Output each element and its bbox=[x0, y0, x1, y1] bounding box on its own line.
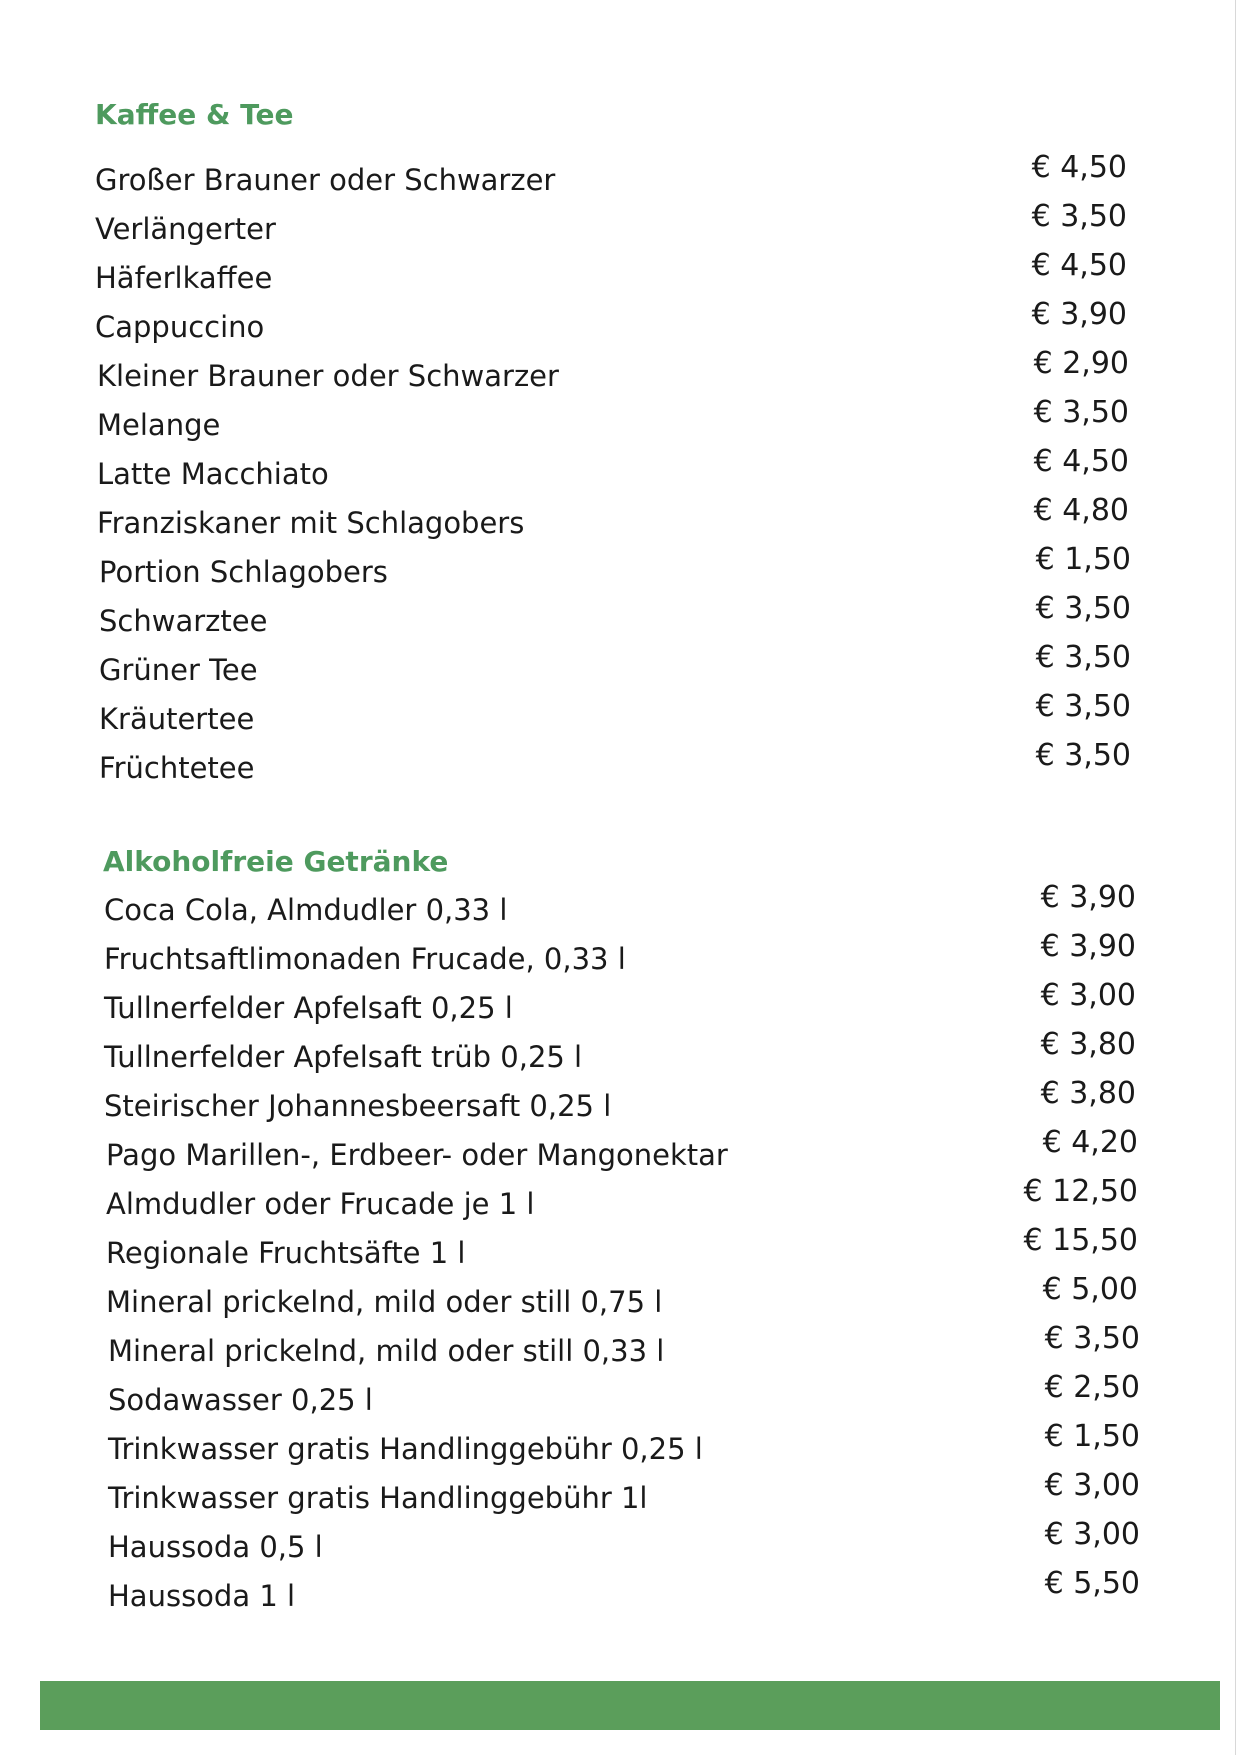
menu-item-price: € 5,50 bbox=[1044, 1566, 1140, 1601]
menu-item-price: € 3,50 bbox=[1035, 591, 1131, 626]
menu-item-price: € 1,50 bbox=[1044, 1419, 1140, 1454]
menu-item-name: Franziskaner mit Schlagobers bbox=[97, 506, 525, 540]
menu-item-name: Sodawasser 0,25 l bbox=[108, 1383, 373, 1417]
menu-item-price: € 5,00 bbox=[1042, 1272, 1138, 1307]
menu-item-price: € 4,50 bbox=[1031, 150, 1127, 185]
menu-item-name: Melange bbox=[97, 408, 221, 442]
menu-item bbox=[99, 688, 1131, 737]
menu-item bbox=[97, 443, 1129, 492]
page-edge-line bbox=[1235, 0, 1236, 1755]
menu-item-name: Tullnerfelder Apfelsaft 0,25 l bbox=[104, 991, 513, 1025]
menu-item-price: € 3,80 bbox=[1040, 1027, 1136, 1062]
menu-item-price: € 3,90 bbox=[1040, 929, 1136, 964]
menu-item-price: € 4,50 bbox=[1031, 248, 1127, 283]
menu-item bbox=[97, 345, 1129, 394]
menu-item-price: € 3,50 bbox=[1035, 738, 1131, 773]
menu-item-price: € 3,00 bbox=[1044, 1468, 1140, 1503]
menu-item-name: Almdudler oder Frucade je 1 l bbox=[106, 1187, 535, 1221]
menu-item bbox=[95, 247, 1127, 296]
menu-item-name: Früchtetee bbox=[99, 751, 255, 785]
menu-item-name: Steirischer Johannesbeersaft 0,25 l bbox=[104, 1089, 612, 1123]
menu-item-price: € 2,90 bbox=[1033, 346, 1129, 381]
menu-item-name: Latte Macchiato bbox=[97, 457, 329, 491]
menu-item-price: € 1,50 bbox=[1035, 542, 1131, 577]
menu-item-price: € 4,20 bbox=[1042, 1125, 1138, 1160]
menu-item-name: Haussoda 0,5 l bbox=[108, 1530, 323, 1564]
menu-item-price: € 12,50 bbox=[1023, 1174, 1138, 1209]
menu-item-price: € 3,50 bbox=[1035, 640, 1131, 675]
menu-item bbox=[106, 1124, 1138, 1173]
menu-item-name: Großer Brauner oder Schwarzer bbox=[95, 163, 556, 197]
menu-item-price: € 4,50 bbox=[1033, 444, 1129, 479]
menu-item bbox=[108, 1467, 1140, 1516]
menu-item-price: € 3,00 bbox=[1040, 978, 1136, 1013]
menu-item bbox=[95, 296, 1127, 345]
menu-item bbox=[104, 1075, 1136, 1124]
menu-item bbox=[95, 149, 1127, 198]
menu-item bbox=[97, 492, 1129, 541]
menu-item bbox=[108, 1320, 1140, 1369]
menu-item bbox=[104, 1026, 1136, 1075]
menu-item-name: Trinkwasser gratis Handlinggebühr 1l bbox=[108, 1481, 648, 1515]
menu-item-name: Regionale Fruchtsäfte 1 l bbox=[106, 1236, 466, 1270]
menu-item-name: Tullnerfelder Apfelsaft trüb 0,25 l bbox=[104, 1040, 583, 1074]
menu-item-name: Verlängerter bbox=[95, 212, 276, 246]
menu-item-price: € 2,50 bbox=[1044, 1370, 1140, 1405]
section-title-kaffee-tee: Kaffee & Tee bbox=[95, 98, 294, 131]
menu-item-price: € 3,00 bbox=[1044, 1517, 1140, 1552]
menu-list-alkoholfreie-getraenke bbox=[104, 879, 1140, 1614]
menu-item-price: € 3,50 bbox=[1035, 689, 1131, 724]
menu-item-price: € 4,80 bbox=[1033, 493, 1129, 528]
menu-item-price: € 3,50 bbox=[1044, 1321, 1140, 1356]
menu-item-name: Schwarztee bbox=[99, 604, 268, 638]
menu-item bbox=[95, 198, 1127, 247]
menu-item bbox=[108, 1369, 1140, 1418]
menu-list-kaffee-tee bbox=[95, 149, 1131, 786]
menu-item-name: Kräutertee bbox=[99, 702, 255, 736]
menu-item bbox=[104, 977, 1136, 1026]
menu-item bbox=[108, 1565, 1140, 1614]
menu-item-name: Cappuccino bbox=[95, 310, 265, 344]
menu-item-name: Mineral prickelnd, mild oder still 0,75 l bbox=[106, 1285, 663, 1319]
menu-item-name: Coca Cola, Almdudler 0,33 l bbox=[104, 893, 508, 927]
menu-item-name: Fruchtsaftlimonaden Frucade, 0,33 l bbox=[104, 942, 626, 976]
menu-item bbox=[108, 1418, 1140, 1467]
menu-item bbox=[99, 639, 1131, 688]
menu-item bbox=[99, 541, 1131, 590]
menu-item bbox=[106, 1173, 1138, 1222]
menu-item bbox=[97, 394, 1129, 443]
section-title-alkoholfreie-getraenke: Alkoholfreie Getränke bbox=[103, 845, 449, 878]
menu-item-name: Haussoda 1 l bbox=[108, 1579, 296, 1613]
menu-item-price: € 3,50 bbox=[1031, 199, 1127, 234]
menu-item-price: € 3,90 bbox=[1031, 297, 1127, 332]
menu-item-name: Pago Marillen-, Erdbeer- oder Mangonektar bbox=[106, 1138, 728, 1172]
menu-item-price: € 3,80 bbox=[1040, 1076, 1136, 1111]
menu-item bbox=[108, 1516, 1140, 1565]
menu-item-price: € 3,90 bbox=[1040, 880, 1136, 915]
menu-item-name: Grüner Tee bbox=[99, 653, 258, 687]
menu-item bbox=[106, 1222, 1138, 1271]
menu-item-name: Kleiner Brauner oder Schwarzer bbox=[97, 359, 559, 393]
menu-item-price: € 3,50 bbox=[1033, 395, 1129, 430]
menu-item-price: € 15,50 bbox=[1023, 1223, 1138, 1258]
menu-item-name: Mineral prickelnd, mild oder still 0,33 l bbox=[108, 1334, 665, 1368]
menu-item bbox=[104, 928, 1136, 977]
menu-item bbox=[104, 879, 1136, 928]
menu-item bbox=[99, 737, 1131, 786]
menu-item-name: Häferlkaffee bbox=[95, 261, 273, 295]
menu-item-name: Trinkwasser gratis Handlinggebühr 0,25 l bbox=[108, 1432, 703, 1466]
menu-item bbox=[99, 590, 1131, 639]
menu-item bbox=[106, 1271, 1138, 1320]
footer-green-bar bbox=[40, 1681, 1220, 1730]
menu-item-name: Portion Schlagobers bbox=[99, 555, 388, 589]
